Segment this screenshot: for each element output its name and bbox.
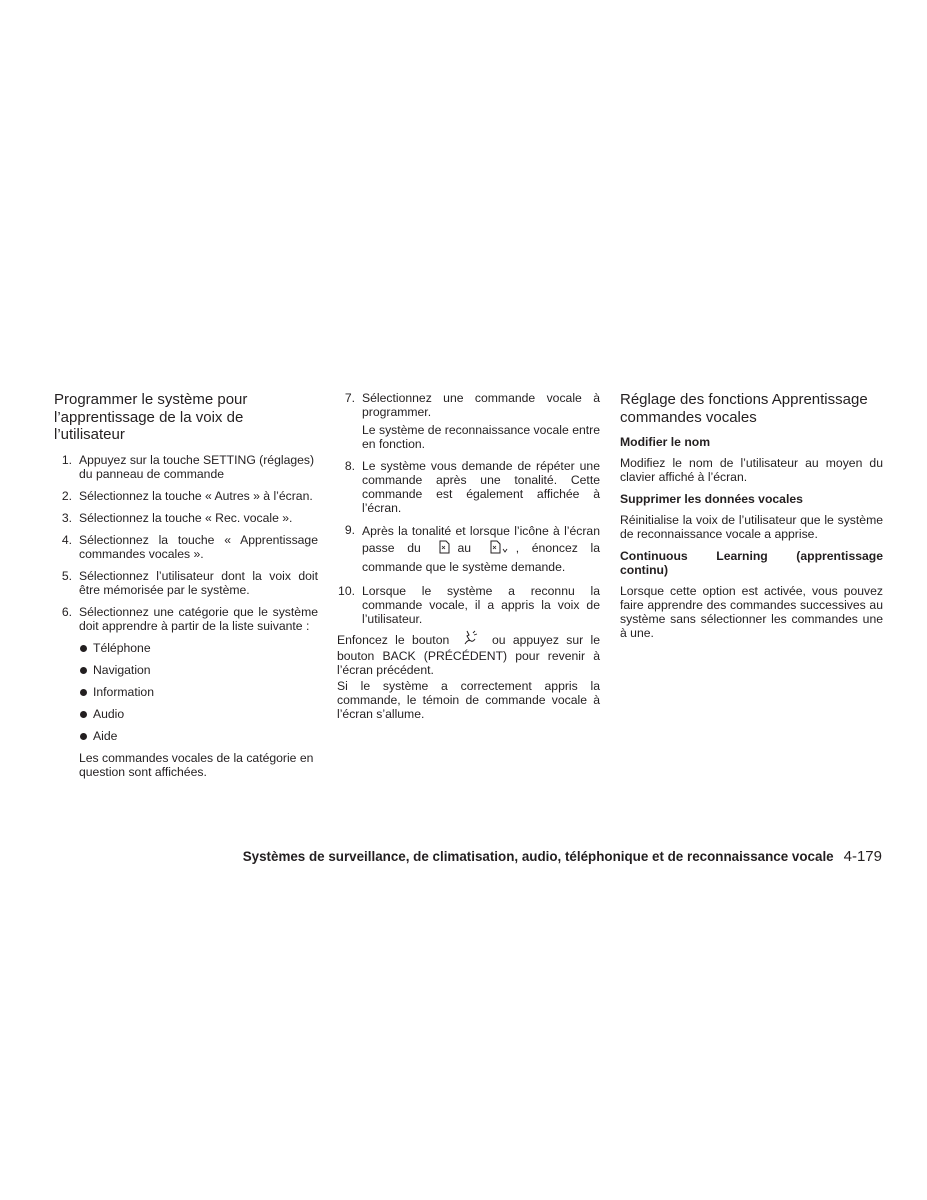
back-paragraph: Enfoncez le bouton ou appuyez sur le bouton BACK (PRÉCÉDENT) pour revenir à l’écran précédent. — [337, 630, 600, 677]
step-5: 5. Sélectionnez l’utilisateur dont la voix doit être mémorisée par le système. — [61, 568, 318, 597]
list-item: Navigation — [79, 663, 318, 677]
list-item: Téléphone — [79, 641, 318, 655]
footer-section-title: Systèmes de surveillance, de climatisation, audio, téléphonique et de reconnaissance vocale — [242, 849, 834, 864]
step-8: 8. Le système vous demande de répéter une commande après une tonalité. Cette commande est également affichée à l’écran. — [344, 459, 600, 515]
indicator-paragraph: Si le système a correctement appris la commande, le témoin de commande vocale à l’écran s’allume. — [337, 679, 600, 721]
step-7-note: Le système de reconnaissance vocale entre en fonction. — [362, 423, 600, 451]
step-6: 6. Sélectionnez une catégorie que le système doit apprendre à partir de la liste suivante : Téléphone Navigation Information Audio Aide Les commandes vocales de la catégorie en question sont affichées. — [61, 604, 318, 779]
category-list — [79, 641, 318, 743]
modify-name-text: Modifiez le nom de l’utilisateur au moyen du clavier affiché à l’écran. — [620, 456, 883, 484]
continuous-learning-text: Lorsque cette option est activée, vous pouvez faire apprendre des commandes successives au système sans sélectionner les commandes une à une. — [620, 584, 883, 640]
delete-voice-text: Réinitialise la voix de l’utilisateur que le système de reconnaissance vocale a apprise. — [620, 513, 883, 541]
continuous-learning-title: Continuous Learning (apprentissage continu) — [620, 549, 883, 577]
section-heading-settings: Réglage des fonctions Apprentissage commandes vocales — [620, 391, 868, 426]
middle-column — [337, 391, 600, 729]
list-item: Aide — [79, 729, 318, 743]
speaking-mode-icon — [439, 540, 451, 559]
steps-list — [54, 453, 318, 779]
section-heading-programming: Programmer le système pour l’apprentissage de la voix de l’utilisateur — [54, 391, 248, 443]
page-number: 4-179 — [843, 848, 882, 865]
left-column — [54, 391, 318, 787]
step-7: 7. Sélectionnez une commande vocale à programmer. Le système de reconnaissance vocale entre en fonction. — [344, 391, 600, 451]
step-10: 10. Lorsque le système a reconnu la commande vocale, il a appris la voix de l’utilisateur. — [338, 584, 600, 626]
list-item: Information — [79, 685, 318, 699]
listening-mode-icon — [490, 540, 510, 559]
step-2: 2. Sélectionnez la touche « Autres » à l’écran. — [61, 488, 313, 503]
step-9: 9. Après la tonalité et lorsque l’icône à l’écran passe du au , énoncez la commande que le système demande. — [344, 523, 601, 574]
page-footer — [243, 848, 882, 865]
talk-button-icon — [463, 630, 479, 649]
steps-list-continued — [337, 391, 600, 626]
step-1: 1. Appuyez sur la touche SETTING (réglages) du panneau de commande — [61, 452, 315, 481]
step-6-note: Les commandes vocales de la catégorie en question sont affichées. — [79, 750, 314, 779]
step-4: 4. Sélectionnez la touche « Apprentissage commandes vocales ». — [61, 532, 318, 561]
right-column — [620, 391, 883, 648]
list-item: Audio — [79, 707, 318, 721]
step-3: 3. Sélectionnez la touche « Rec. vocale ». — [61, 510, 293, 525]
modify-name-title: Modifier le nom — [620, 435, 711, 449]
delete-voice-title: Supprimer les données vocales — [620, 492, 803, 506]
